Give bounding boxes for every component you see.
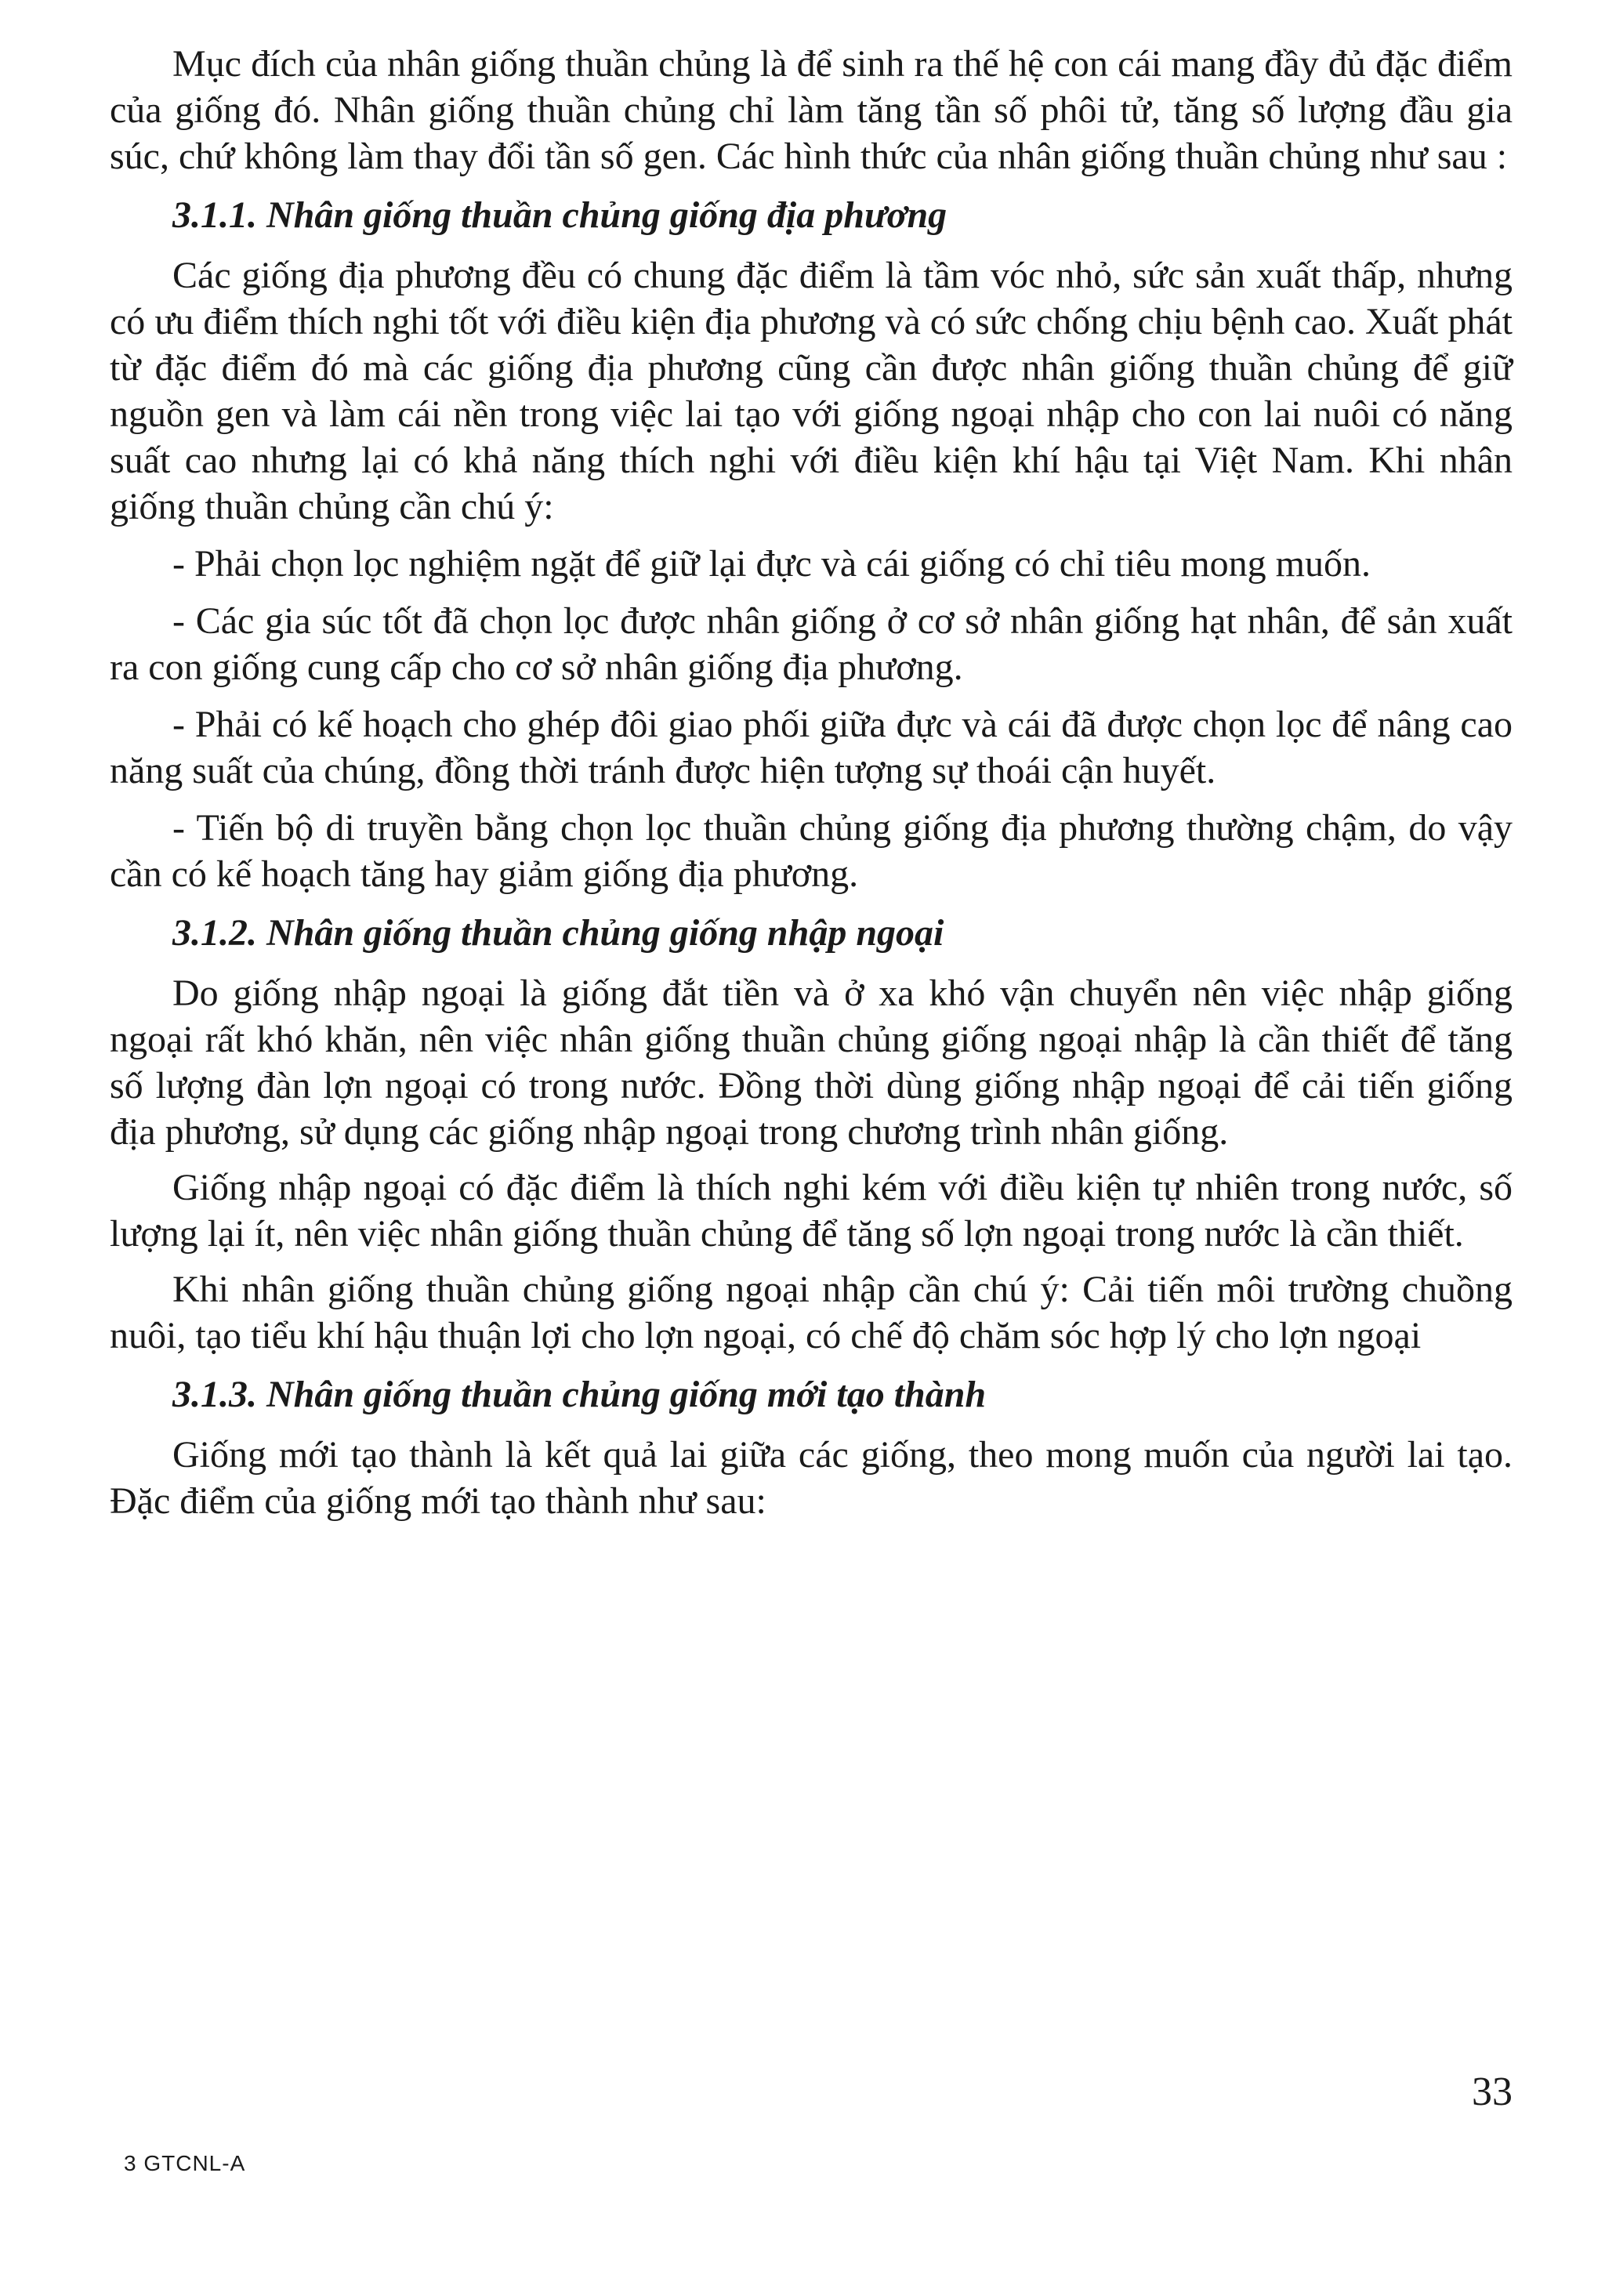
paragraph-new-breeds: Giống mới tạo thành là kết quả lai giữa các giống, theo mong muốn của người lai tạo. Đặc điểm của giống mới tạo thành như sau: (110, 1434, 1513, 1522)
paragraph-intro: Mục đích của nhân giống thuần chủng là để sinh ra thế hệ con cái mang đầy đủ đặc điểm của giống đó. Nhân giống thuần chủng chỉ làm tăng tần số phôi tử, tăng số lượng đầu gia súc, chứ không làm thay đổi tần số gen. Các hình thức của nhân giống thuần chủng như sau : (110, 43, 1513, 177)
paragraph-local-breeds: Các giống địa phương đều có chung đặc điểm là tầm vóc nhỏ, sức sản xuất thấp, nhưng có ưu điểm thích nghi tốt với điều kiện địa phương và có sức chống chịu bệnh cao. Xuất phát từ đặc điểm đó mà các giống địa phương cũng cần được nhân giống thuần chủng để giữ nguồn gen và làm cái nền trong việc lai tạo với giống ngoại nhập cho con lai nuôi có năng suất cao nhưng lại có khả năng thích nghi với điều kiện khí hậu tại Việt Nam. Khi nhân giống thuần chủng cần chú ý: (110, 255, 1513, 527)
paragraph-imported-traits: Giống nhập ngoại có đặc điểm là thích nghi kém với điều kiện tự nhiên trong nước, số lượng lại ít, nên việc nhân giống thuần chủng để tăng số lợn ngoại trong nước là cần thiết. (110, 1167, 1513, 1255)
paragraph-imported-breeds: Do giống nhập ngoại là giống đắt tiền và ở xa khó vận chuyển nên việc nhập giống ngoại rất khó khăn, nên việc nhân giống thuần chủng giống ngoại nhập là cần thiết để tăng số lượng đàn lợn ngoại có trong nước. Đồng thời dùng giống nhập ngoại để cải tiến giống địa phương, sử dụng các giống nhập ngoại trong chương trình nhân giống. (110, 972, 1513, 1153)
list-item: - Tiến bộ di truyền bằng chọn lọc thuần chủng giống địa phương thường chậm, do vậy cần có kế hoạch tăng hay giảm giống địa phương. (110, 807, 1513, 895)
section-heading-3-1-1: 3.1.1. Nhân giống thuần chủng giống địa phương (172, 194, 947, 236)
paragraph-imported-notes: Khi nhân giống thuần chủng giống ngoại nhập cần chú ý: Cải tiến môi trường chuồng nuôi, tạo tiểu khí hậu thuận lợi cho lợn ngoại, có chế độ chăm sóc hợp lý cho lợn ngoại (110, 1269, 1513, 1356)
page-number: 33 (1472, 2070, 1513, 2114)
list-item: - Các gia súc tốt đã chọn lọc được nhân giống ở cơ sở nhân giống hạt nhân, để sản xuất ra con giống cung cấp cho cơ sở nhân giống địa phương. (110, 600, 1513, 688)
list-item: - Phải chọn lọc nghiệm ngặt để giữ lại đực và cái giống có chỉ tiêu mong muốn. (172, 543, 1371, 585)
page-content (110, 41, 1513, 1524)
list-item: - Phải có kế hoạch cho ghép đôi giao phối giữa đực và cái đã được chọn lọc để nâng cao năng suất của chúng, đồng thời tránh được hiện tượng sự thoái cận huyết. (110, 704, 1513, 791)
footer-code: 3 GTCNL-A (124, 2151, 246, 2175)
section-heading-3-1-2: 3.1.2. Nhân giống thuần chủng giống nhập ngoại (172, 912, 944, 954)
section-heading-3-1-3: 3.1.3. Nhân giống thuần chủng giống mới tạo thành (172, 1374, 987, 1415)
